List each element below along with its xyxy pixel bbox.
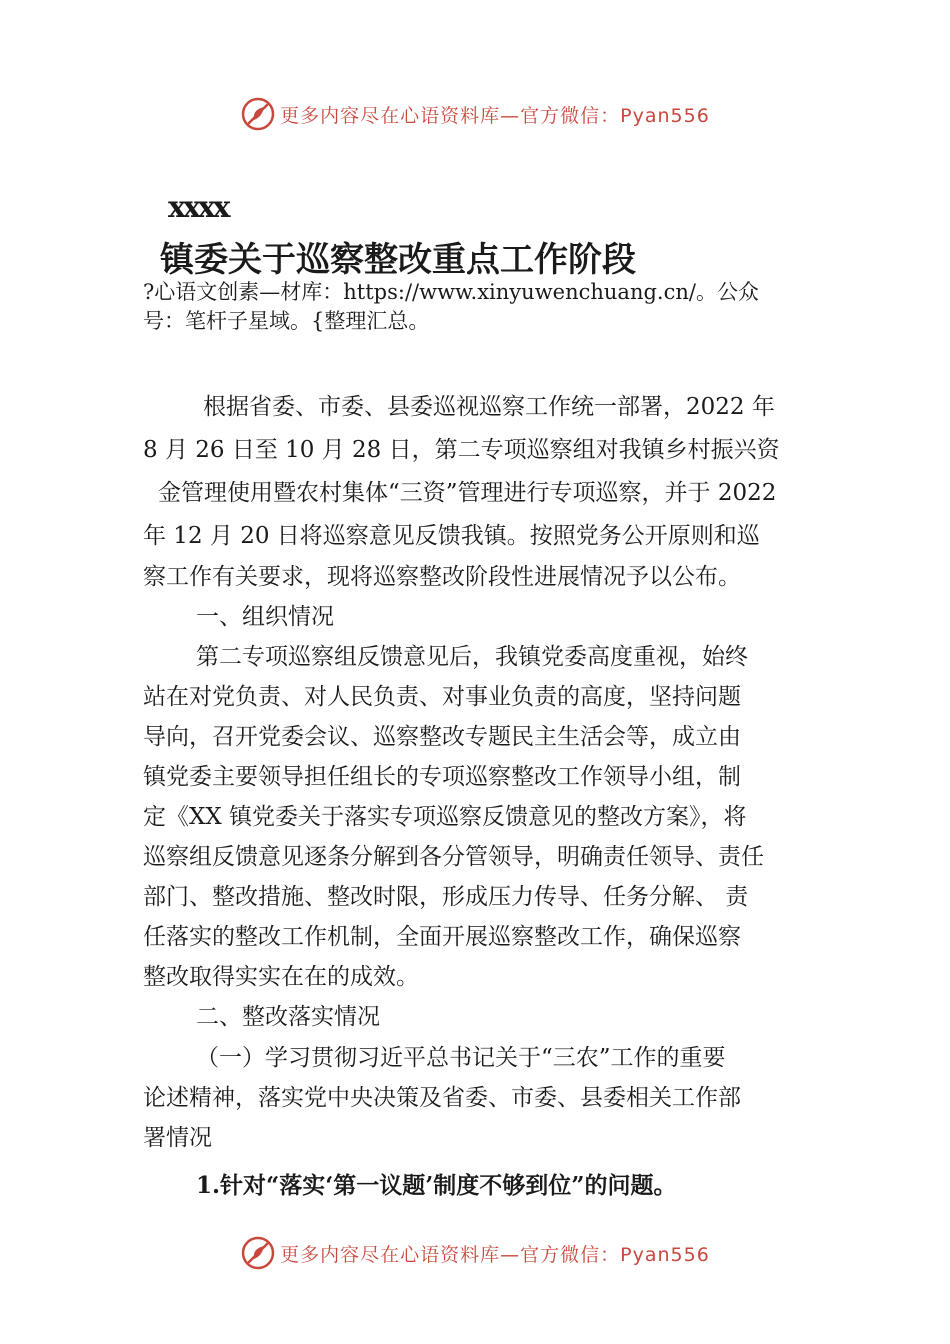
quill-logo-icon <box>240 96 276 132</box>
paragraph-line: 察工作有关要求，现将巡察整改阶段性进展情况予以公布。 <box>143 564 741 590</box>
header-banner <box>0 94 950 134</box>
source-line: 号：笔杆子星域。{整理汇总。 <box>143 309 430 333</box>
paragraph-line: 任落实的整改工作机制，全面开展巡察整改工作，确保巡察 <box>143 924 741 950</box>
subsection-heading: 论述精神，落实党中央决策及省委、市委、县委相关工作部 <box>143 1085 741 1111</box>
paragraph-line: 定《XX 镇党委关于落实专项巡察反馈意见的整改方案》，将 <box>143 804 747 830</box>
paragraph-line: 站在对党负责、对人民负责、对事业负责的高度，坚持问题 <box>143 684 741 710</box>
source-line: ?心语文创素—材库：https://www.xinyuwenchuang.cn/。公众 <box>143 280 759 304</box>
paragraph-line: 金管理使用暨农村集体“三资”管理进行专项巡察，并于 2022 <box>158 480 777 506</box>
page-title: 镇委关于巡察整改重点工作阶段 <box>160 240 636 280</box>
quill-logo-icon <box>240 1235 276 1271</box>
footer-banner-text: 更多内容尽在心语资料库—官方微信：Pyan556 <box>280 1243 710 1266</box>
header-banner-text: 更多内容尽在心语资料库—官方微信：Pyan556 <box>280 104 710 127</box>
subsection-heading: （一）学习贯彻习近平总书记关于“三农”工作的重要 <box>196 1045 726 1071</box>
pre-title: xxxx <box>168 190 228 225</box>
paragraph-line: 部门、整改措施、整改时限，形成压力传导、任务分解、 责 <box>143 884 749 910</box>
paragraph-line: 年 12 月 20 日将巡察意见反馈我镇。按照党务公开原则和巡 <box>143 523 760 549</box>
paragraph-line: 巡察组反馈意见逐条分解到各分管领导，明确责任领导、责任 <box>143 844 764 870</box>
paragraph-line: 第二专项巡察组反馈意见后，我镇党委高度重视，始终 <box>196 644 748 670</box>
paragraph-line: 整改取得实实在在的成效。 <box>143 964 419 990</box>
paragraph-line: 根据省委、市委、县委巡视巡察工作统一部署，2022 年 <box>203 394 775 420</box>
footer-banner <box>0 1233 950 1273</box>
paragraph-line: 导向，召开党委会议、巡察整改专题民主生活会等，成立由 <box>143 724 741 750</box>
issue-heading: 1.针对“落实‘第一议题’制度不够到位”的问题。 <box>196 1172 677 1199</box>
paragraph-line: 8 月 26 日至 10 月 28 日，第二专项巡察组对我镇乡村振兴资 <box>143 437 780 463</box>
section-heading: 二、整改落实情况 <box>196 1004 380 1030</box>
section-heading: 一、组织情况 <box>196 604 334 630</box>
paragraph-line: 镇党委主要领导担任组长的专项巡察整改工作领导小组，制 <box>143 764 741 790</box>
subsection-heading: 署情况 <box>143 1125 212 1151</box>
